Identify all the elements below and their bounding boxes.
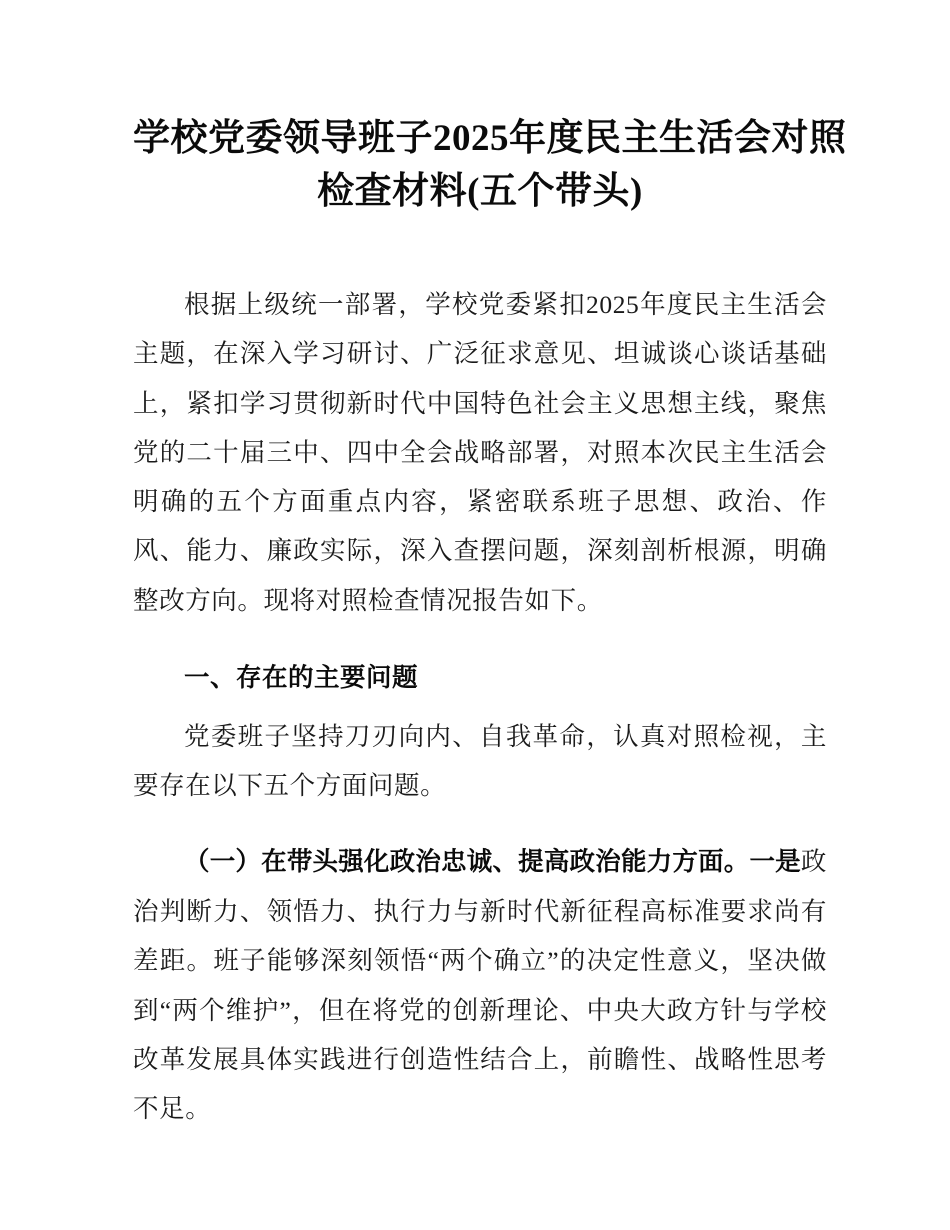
section-one-lead-paragraph: 党委班子坚持刀刃向内、自我革命，认真对照检视，主要存在以下五个方面问题。 bbox=[133, 722, 827, 801]
intro-paragraph: 根据上级统一部署，学校党委紧扣2025年度民主生活会主题，在深入学习研讨、广泛征求意见、坦诚谈心谈话基础上，紧扣学习贯彻新时代中国特色社会主义思想主线，聚焦党的二十届三中、四中全会战略部署，对照本次民主生活会明确的五个方面重点内容，紧密联系班子思想、政治、作风、能力、廉政实际，深入查摆问题，深刻剖析根源，明确整改方向。现将对照检查情况报告如下。 bbox=[133, 290, 827, 615]
document-title-line-2: 检查材料(五个带头) bbox=[317, 171, 643, 212]
section-heading-one: 一、存在的主要问题 bbox=[184, 664, 419, 693]
document-content bbox=[133, 0, 847, 1133]
item-one-paragraph bbox=[133, 837, 827, 1134]
document-title bbox=[133, 0, 847, 218]
document-body bbox=[133, 218, 827, 1133]
item-one-body-text: 政治判断力、领悟力、执行力与新时代新征程高标准要求尚有差距。班子能够深刻领悟“两个确立”的决定性意义，坚决做到“两个维护”，但在将党的创新理论、中央大政方针与学校改革发展具体实践进行创造性结合上，前瞻性、战略性思考不足。 bbox=[133, 846, 827, 1124]
paragraph-spacer bbox=[133, 811, 827, 837]
document-title-line-1: 学校党委领导班子2025年度民主生活会对照 bbox=[133, 118, 847, 159]
item-one-bold-lead: （一）在带头强化政治忠诚、提高政治能力方面。一是 bbox=[184, 847, 801, 876]
